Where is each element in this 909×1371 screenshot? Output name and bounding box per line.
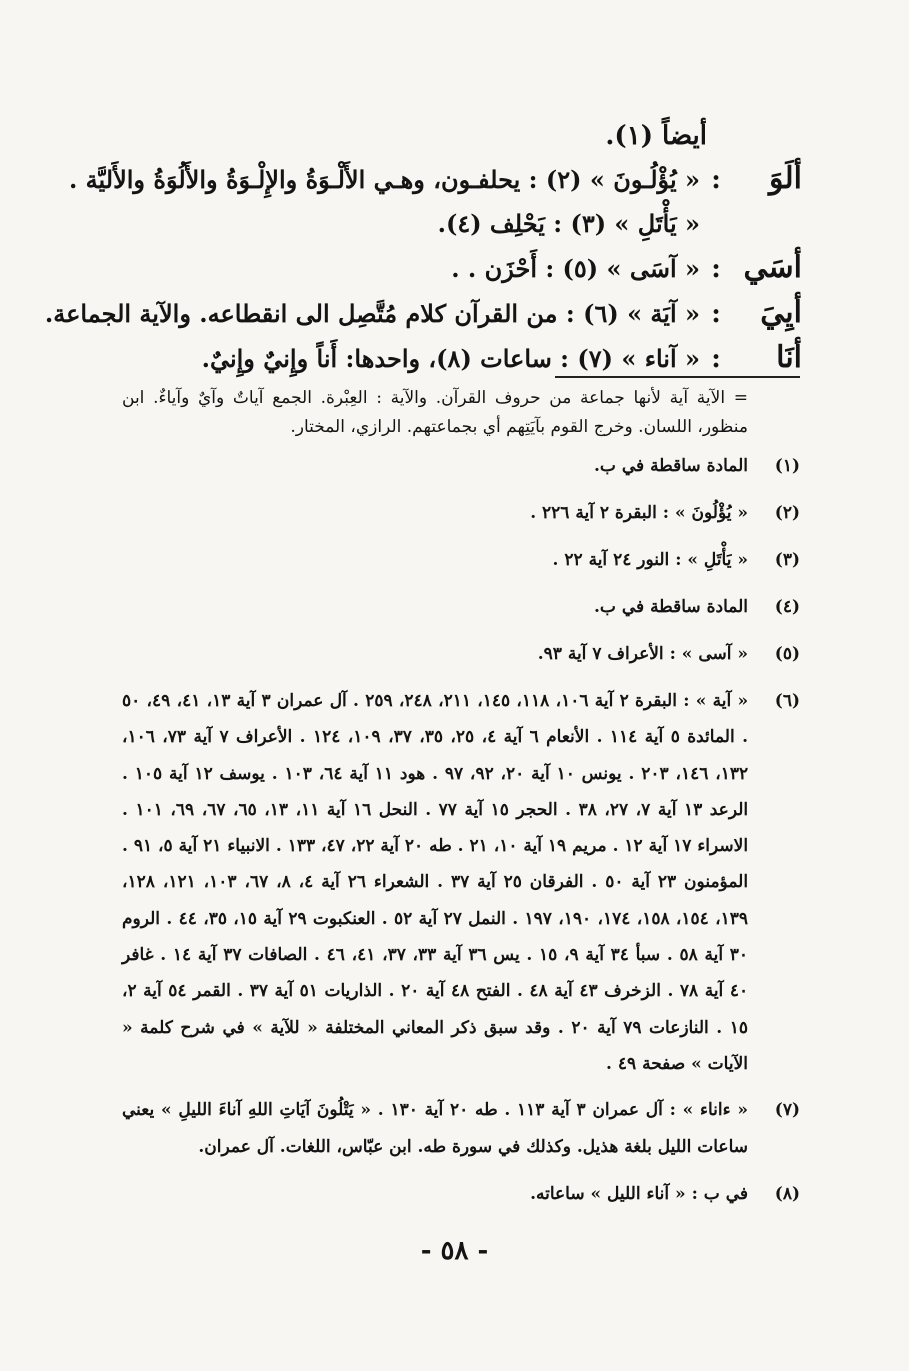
footnote-text: « آسى » : الأعراف ٧ آية ٩٣. [537,644,748,664]
entry-gloss: « آيَة » (٦) : من القرآن كلام مُتَّصِل الى انقطاعه. والآية الجماعة. [44,299,700,328]
entry-root: أسَي [743,250,802,285]
intro-line: أيضاً (١). [605,121,707,151]
entry-gloss: « آناء » (٧) : ساعات (٨)، واحدها: أَناً وإِنيٌ وإِنيٌ. [201,344,700,373]
entry-gloss: « آسَى » (٥) : أَحْزَن . . [451,254,700,283]
entry-root: أنَا [776,340,802,375]
entry-separator: : [711,165,721,195]
footnote-number: (١) [774,456,800,476]
entry-subline: « يَأْتَلِ » (٣) : يَحْلِف (٤). [437,209,700,238]
entries-section [44,115,802,381]
entry-root: أيِيَ [760,295,802,330]
entry-root: ألَوَ [769,161,802,196]
footnote-text: « يُؤْلُونَ » : البقرة ٢ آية ٢٢٦ . [530,503,748,523]
footnote-text: المادة ساقطة في ب. [594,597,748,617]
footnote-number: (٦) [774,691,800,711]
entry-separator: : [711,299,721,329]
footnote-5 [122,636,800,673]
footnote-number: (٧) [774,1100,800,1121]
footnote-text: « آية » : البقرة ٢ آية ١٠٦، ١١٨، ١٤٥، ٢١١، ٢٤٨، ٢٥٩ . آل عمران ٣ آية ١٣، ٤١، ٤٩، ٥٠ . المائدة ٥ آية ١١٤ . الأنعام ٦ آية ٤، ٢٥، ٣٥، ٣٧، ١٠٩، ١٢٤ . الأعراف ٧ آية ٧٣، ١٠٦، ١٣٢، ١٤٦، ٢٠٣ . يونس ١٠ آية ٢٠، ٩٢، ٩٧ . هود ١١ آية ٦٤، ١٠٣ . يوسف ١٢ آية ١٠٥ . الرعد ١٣ آية ٧، ٢٧، ٣٨ . الحجر ١٥ آية ٧٧ . النحل ١٦ آية ١١، ١٣، ٦٥، ٦٧، ٦٩، ١٠١ . الاسراء ١٧ آية ١٢ . مريم ١٩ آية ١٠، ٢١ . طه ٢٠ آية ٢٢، ٤٧، ١٣٣ . الانبياء ٢١ آية ٥، ٩١ . المؤمنون ٢٣ آية ٥٠ . الفرقان ٢٥ آية ٣٧ . الشعراء ٢٦ آية ٤، ٨، ٦٧، ١٠٣، ١٢١، ١٢٨، ١٣٩، ١٥٤، ١٥٨، ١٧٤، ١٩٠، ١٩٧ . النمل ٢٧ آية ٥٢ . العنكبوت ٢٩ آية ١٥، ٣٥، ٤٤ . الروم ٣٠ آية ٥٨ . سبأ ٣٤ آية ٩، ١٥ . يس ٣٦ آية ٣٣، ٣٧، ٤١، ٤٦ . الصافات ٣٧ آية ١٤ . غافر ٤٠ آية ٧٨ . الزخرف ٤٣ آية ٤٨ . الفتح ٤٨ آية ٢٠ . الذاريات ٥١ آية ٣٧ . القمر ٥٤ آية ٢، ١٥ . النازعات ٧٩ آية ٢٠ . وقد سبق ذكر المعاني المختلفة « للآية » في شرح كلمة « الآيات » صفحة ٤٩ . [122,691,749,1074]
entry-ayy [44,291,802,336]
footnote-6 [122,683,800,1082]
footnote-divider [555,376,800,378]
footnote-continuation: = الآية آية لأنها جماعة من حروف القرآن. والآية : العِبْرة. الجمع آياتٌ وآيٌ وآياءٌ. ابن منظور، اللسان. وخرج القوم بآيَتِهم أي بجماعتهم. الرازي، المختار. [122,388,748,437]
entry-gloss: « يُؤْلُـونَ » (٢) : يحلفـون، وهـي الأَلْـوَةُ والإِلْـوَةُ والأَلُوَةُ والأَليَّة . [68,165,700,194]
footnote-3 [122,542,800,579]
entry-separator: : [711,254,721,284]
footnote-text: المادة ساقطة في ب. [594,456,748,476]
footnote-text: « ءاناء » : آل عمران ٣ آية ١١٣ . طه ٢٠ آية ١٣٠ . « يَتْلُونَ آيَاتِ اللهِ آناءَ الليلِ » يعني ساعات الليل بلغة هذيل. وكذلك في سورة طه. ابن عبّاس، اللغات. آل عمران. [122,1100,749,1158]
footnote-text: « يَأْتَلِ » : النور ٢٤ آية ٢٢ . [552,550,748,570]
footnote-7 [122,1092,800,1166]
footnote-number: (٢) [774,503,800,523]
footnote-1 [122,448,800,485]
footnote-number: (٣) [774,550,800,570]
entry-alw [68,157,802,202]
entry-asy [122,246,802,291]
footnote-2 [122,495,800,532]
footnote-number: (٥) [774,644,800,664]
footnote-number: (٨) [774,1184,800,1205]
footnotes-section [122,384,800,1223]
page-number: - ٥٨ - [420,1236,489,1266]
entry-ana [122,336,802,381]
footnote-8 [122,1176,800,1213]
entry-separator: : [711,344,721,374]
footnote-text: في ب : « آناء الليل » ساعاته. [530,1184,748,1205]
footnote-4 [122,589,800,626]
footnote-number: (٤) [774,597,800,617]
